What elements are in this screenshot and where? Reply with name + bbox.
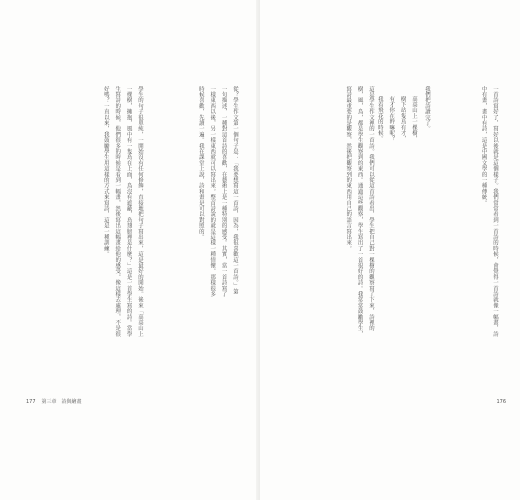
right-page xyxy=(260,0,520,500)
left-page-number: 177 xyxy=(26,398,36,405)
right-footer xyxy=(496,399,506,405)
right-text-block-1: 一首詩寫好了，寫好以後就是這個樣子。我們常常看到一首詩的時候，會覺得一首詩就像一幅畫，詩中有畫，畫中有詩，這是中國文學的一種傳統。 xyxy=(480,86,498,337)
left-text-block-1: 從？學生作文第一個句子是：「我要想寫這一首詩，因為，我很喜歡這一首詩。」第一句描述，一種對這首詩的喜歡，在藝術上是一種特別的感受。其實，當一首詩寫了一樣東西以後，另一樣東西就可以寫出來。整首詩說的就是這樣一種情懷。那樣很多時候喜歡，先讀一遍。我在課堂上說，詩和畫是可以對照的。 xyxy=(197,86,238,297)
right-page-number: 176 xyxy=(496,399,506,405)
right-text-block-2: 我們把詩讀完了。 xyxy=(424,86,430,132)
right-text-block-4: 這是學生作文裡的一首詩。我們可以從這首詩看出，學生把自己對一棵樹的觀察寫了下來，詩裡的樹，風，鳥，都是學生觀察到的東西。通過這些觀察，學生寫出了一首很好的詩。我常常鼓勵學生，寫詩最重要的是觀察，然後把觀察到的東西用自己的語言寫出來。 xyxy=(345,86,374,337)
chapter-title: 第三章 詩與繪畫 xyxy=(41,399,82,405)
left-text-block-2: 學生的句子很單純，一開始沒有任何修飾，直接地把句子寫出來，這是最好的開始。後來「高高山上一棵樹，擁抱，風中有一隻鳥在上面，鳥沒有遮蔽，鳥翅膀裡是什麼？」這是一首學生寫的詩。當學生寫詩的時候，他們很多的時候是看到一幅畫，然後寫出這幅畫給他的感受。像這樣去處理，不是很好嗎？一直以來，我鼓勵學生用這樣的方式來寫詩，這是一種訓練。 xyxy=(102,86,143,337)
poem-block: 高高山上一棵樹， 樹下站隻烏有才， 有才你在幹嘛呢？ 我看飛花的時候。 xyxy=(376,96,417,142)
left-footer xyxy=(26,398,82,405)
